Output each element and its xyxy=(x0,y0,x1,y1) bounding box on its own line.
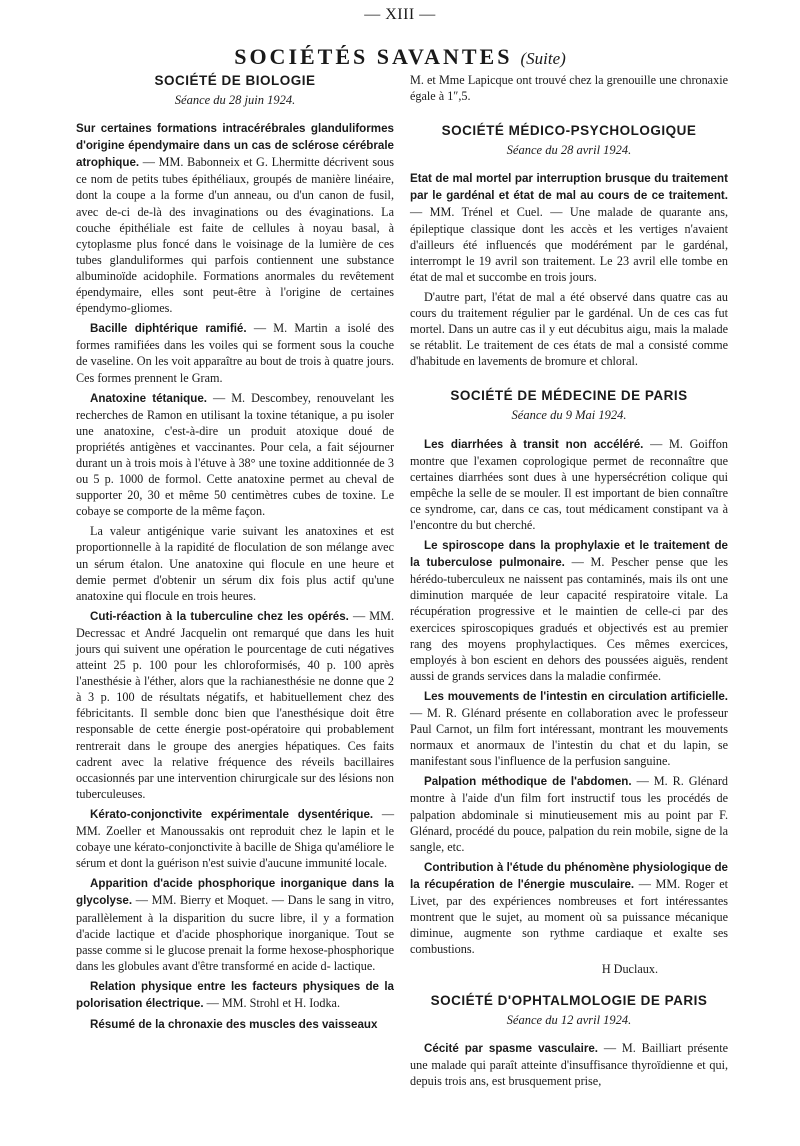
article-title: Contribution à l'étude du phénomène physiologique de la récupération de l'énergie musculaire. xyxy=(410,860,728,891)
masthead-suffix: (Suite) xyxy=(520,49,566,68)
article xyxy=(76,608,394,802)
article xyxy=(76,320,394,385)
article xyxy=(410,1040,728,1089)
section-date-medico-psychologique: Séance du 28 avril 1924. xyxy=(506,143,632,158)
article-title: Anatoxine tétanique. xyxy=(90,391,207,405)
article-body: — M. Martin a isolé des formes ramifiées dans les voiles qui se forment sous la couche de vaseline. On les voit apparaître au bout de trois à quatre jours. Ces formes prennent le Gram. xyxy=(76,321,394,385)
article-body: D'autre part, l'état de mal a été observé dans quatre cas au cours du traitement régulier par le gardénal. Un de ces cas fut mortel. Dans un autre cas il y eut décubitus aigu, mais la malade se rétablit. Le traitement de ces états de mal a consisté comme d'habitude en lavements de bromure et chloral. xyxy=(410,289,728,369)
article xyxy=(410,859,728,958)
article xyxy=(76,120,394,316)
article-title: Le spiroscope dans la prophylaxie et le traitement de la tuberculose pulmonaire. xyxy=(410,539,728,570)
section-date-ophtalmologie: Séance du 12 avril 1924. xyxy=(506,1012,632,1027)
article xyxy=(410,773,728,854)
section-heading-medecine-paris: SOCIÉTÉ DE MÉDECINE DE PARIS xyxy=(450,388,688,404)
article xyxy=(410,436,728,534)
section-heading-biologie: SOCIÉTÉ DE BIOLOGIE xyxy=(154,73,316,88)
article-body: — MM. Roger et Livet, par des expériences nombreuses et fort intéressantes montrent que le sujet, au moment où sa puissance mécanique diminue, augmente son rythme cardiaque et exalte ses combustions. xyxy=(410,876,728,957)
article-body: — M. Bailliart présente une malade qui paraît atteinte d'insuffisance thyroïdienne et qui, depuis trois ans, est brusquement prise, xyxy=(410,1040,728,1088)
article-body: — MM. Strohl et H. Iodka. xyxy=(203,995,340,1010)
article xyxy=(76,806,394,871)
article-body: — M. R. Glénard présente en collaboration avec le professeur Paul Carnot, un film fort intéressant, montrant les mouvements normaux et anormaux de l'intestin du chat et du lapin, se manifestant sous l'influence de la perfusion sanguine. xyxy=(410,706,728,769)
article-title: Les mouvements de l'intestin en circulation artificielle. xyxy=(424,689,728,703)
article-title: Relation physique entre les facteurs physiques de la polorisation électrique. xyxy=(76,979,394,1010)
article-title: Apparition d'acide phosphorique inorganique dans la glycolyse. xyxy=(76,877,394,908)
article-body: — MM. Decressac et André Jacquelin ont remarqué que dans les huit jours qui suivent une opération le pourcentage de cuti négatives atteint 25 p. 100 pour les chloroformisés, 40 p. 100 après l'anesthésie à l'éther, alors que la rachianesthésie ne donne que 2 à 3 p. 100 de résultats négatifs, et habituellement chez des fébricitants. Il semble donc bien que l'anesthésique doit être responsable de cette énergie post-opératoire qui probablement rentrerait dans le groupe des anergies hépatiques. Ces faits cadrent avec la relative fréquence des réveils bacillaires occasionnés par une intervention chirurgicale sur des lésions non tuberculeuses. xyxy=(76,608,394,801)
article-body: Résumé de la chronaxie des muscles des vaisseaux xyxy=(90,1018,378,1032)
article-title: Etat de mal mortel par interruption brusque du traitement par le gardénal et état de mal au cours de ce traitement. xyxy=(410,172,728,203)
article-title: Cécité par spasme vasculaire. xyxy=(424,1041,599,1055)
right-column xyxy=(410,72,728,1093)
section-heading-ophtalmologie: SOCIÉTÉ D'OPHTALMOLOGIE DE PARIS xyxy=(430,992,708,1008)
article-title: Kérato-conjonctivite expérimentale dysentérique. xyxy=(90,807,374,821)
section-date-biologie: Séance du 28 juin 1924. xyxy=(174,93,296,107)
article-paragraph xyxy=(410,289,728,369)
article xyxy=(410,688,728,769)
article-title: Les diarrhées à transit non accéléré. xyxy=(424,437,644,451)
section-date-medecine-paris: Séance du 9 Mai 1924. xyxy=(511,408,627,423)
article-body: La valeur antigénique varie suivant les anatoxines et est proportionnelle à la rapidité de floculation de son mélange avec un sérum étalon. Une anatoxine qui flocule en une heure et demie permet d'obtenir un sérum dix fois plus actif qu'une anatoxine qui flocule en trois heures. xyxy=(76,524,394,603)
article-title: Sur certaines formations intracérébrales glanduliformes d'origine épendymaire dans un cas de sclérose cérébrale atrophique. xyxy=(76,122,394,170)
article-title: Palpation méthodique de l'abdomen. xyxy=(424,775,632,789)
left-column xyxy=(76,72,394,1037)
article xyxy=(76,875,394,974)
article-paragraph xyxy=(76,523,394,603)
article-body: — M. R. Glénard montre à l'aide d'un film fort instructif tous les procédés de palpation abdominale si minutieusement mis au point par F. Glénard, procédé du pouce, palpation du rein mobile, signe de la sangle, etc. xyxy=(410,774,728,854)
article xyxy=(410,170,728,285)
article-paragraph xyxy=(76,1016,394,1033)
masthead xyxy=(0,44,800,70)
article xyxy=(410,537,728,684)
author-signature: H Duclaux. xyxy=(601,962,658,977)
article xyxy=(76,390,394,520)
section-heading-medico-psychologique: SOCIÉTÉ MÉDICO-PSYCHOLOGIQUE xyxy=(441,123,697,139)
article-body: — MM. Bierry et Moquet. — Dans le sang in vitro, parallèlement à la disparition du sucre libre, il y a formation d'acide lactique et d'acide phosphorique inorganique. Tout se passe comme si le glucose prenait la forme hexose-phosphorique dans les globules avant d'être transformé en acide d- lactique. xyxy=(76,893,394,973)
masthead-title: SOCIÉTÉS SAVANTES xyxy=(234,44,513,69)
article-body: — M. Descombey, renouvelant les recherches de Ramon en utilisant la toxine tétanique, a pu isoler une anatoxine, c'est-à-dire un produit atoxique doué de propriétés antigènes et vaccinantes. Pour cela, a fait séjourner durant un à trois mois à l'étuve à 38° une toxine additionnée de 3 ou 5 p. 1000 de formol. Cette anatoxine permet au cheval de supporter 20, 30 et même 50 centimètres cubes de toxine. Le cobaye se comporte de la même façon. xyxy=(76,390,394,519)
page-number: — XIII — xyxy=(364,6,436,23)
article-body: — M. Pescher pense que les hérédo-tuberculeux ne naissent pas contaminés, mais ils ont une diminution marquée de leur capacité respiratoire vitale. La récupération progressive et le maintien de celle-ci par des exercices spiroscopiques gradués et objectivés est au premier rang des moyens prophylactiques. Ces mêmes exercices, employés à bon escient en dehors des poussées aiguës, rendent aussi de grands services dans la maladie confirmée. xyxy=(410,555,728,683)
article-body: — M. Goiffon montre que l'examen coprologique permet de reconnaître que certaines diarrhées sont dues à une hypersécrétion colique qui empêche la selle de se mouler. Il est important de bien connaître ce syndrome, car, dans ce cas, tout médicament constipant va à l'encontre du but cherché. xyxy=(410,436,728,532)
article-body: — MM. Zoeller et Manoussakis ont reproduit chez le lapin et le cobaye une kérato-conjonctivite à bacille de Shiga qu'améliore le sérum et dont la guérison n'est suivie d'aucune immunité locale. xyxy=(76,806,394,871)
article-body: — MM. Babonneix et G. Lhermitte décrivent sous ce nom de petits tubes épithéliaux, groupés de manière linéaire, dont la coupe a la forme d'un anneau, ou d'un canon de fusil, avec de-ci de-là des invaginations ou des évaginations. La couche épithéliale est faite de cellules à noyau basal, à cytoplasme plus foncé dans le voisinage de la lumière de ces tubes glanduliformes qui parfois contiennent une substance albuminoïde acidophile. Formations anormales du revêtement épendymaire, elles sont peut-être à l'origine de certaines épendymo-gliomes. xyxy=(76,155,394,316)
article-title: Cuti-réaction à la tuberculine chez les opérés. xyxy=(90,609,349,623)
article xyxy=(76,978,394,1012)
article-continuation: M. et Mme Lapicque ont trouvé chez la grenouille une chronaxie égale à 1″,5. xyxy=(410,73,728,104)
article-body: — MM. Trénel et Cuel. — Une malade de quarante ans, épileptique classique dont les accès et les vertiges n'avaient d'ailleurs été influencés que modérément par le gardénal, interrompt le 19 avril son traitement. Le 23 avril elle tombe en état de mal et succombe en trois jours. xyxy=(410,205,728,284)
article-title: Bacille diphtérique ramifié. xyxy=(90,322,247,336)
